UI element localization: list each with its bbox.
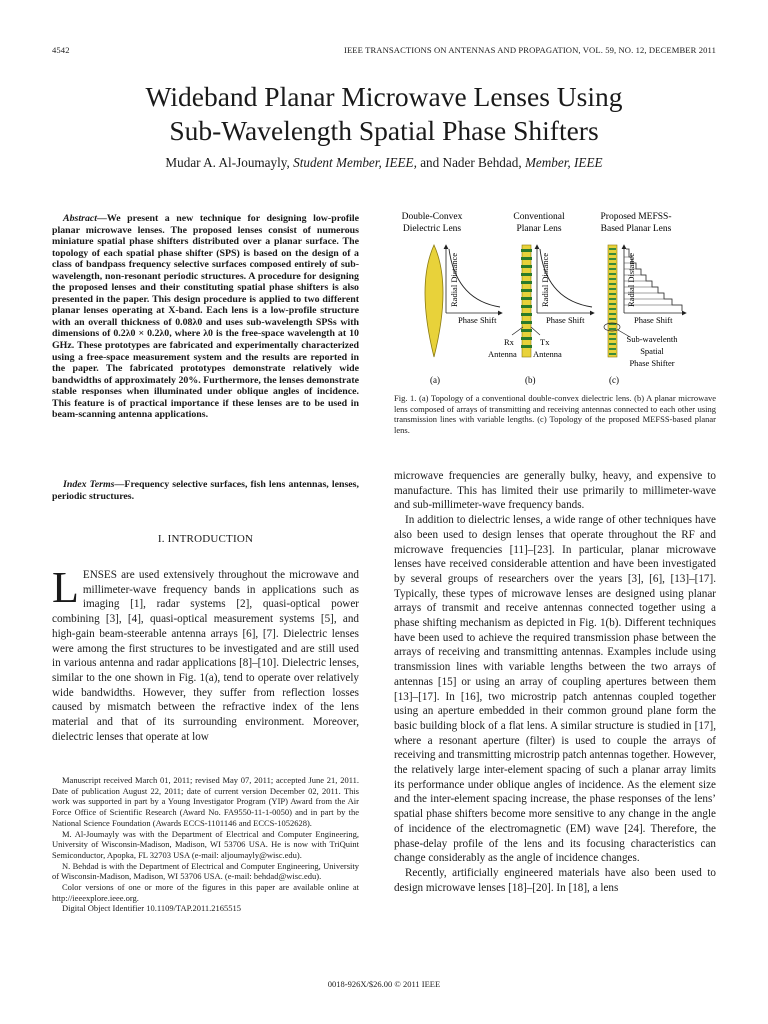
rx-label: Rx	[504, 337, 514, 347]
panel-a-radial-label: Radial Distance	[449, 252, 459, 307]
abstract-label: Abstract—	[63, 213, 107, 224]
copyright-footer: 0018-926X/$26.00 © 2011 IEEE	[327, 979, 441, 989]
mefss-lens-strip	[608, 245, 617, 357]
panel-b-title-1: Conventional	[513, 212, 565, 222]
authors	[40, 155, 728, 171]
author-1: Mudar A. Al-Joumayly,	[165, 155, 290, 170]
footnote-author-1: M. Al-Joumayly was with the Department of Electrical and Computer Engineering, University of Wisconsin-Madison, Madison, WI 53706 USA. He is now with TriQuint Semiconductor, Apopka, FL 32703 USA (e-mail: aljoumayly@wisc.edu).	[52, 828, 359, 860]
index-terms	[52, 479, 359, 502]
journal-header: IEEE TRANSACTIONS ON ANTENNAS AND PROPAGATION, VOL. 59, NO. 12, DECEMBER 2011	[344, 45, 716, 55]
panel-a-title-2: Dielectric Lens	[402, 224, 462, 234]
dielectric-lens-shape	[425, 245, 443, 357]
panel-b-title-2: Planar Lens	[516, 224, 562, 234]
author-1-role: Student Member, IEEE,	[293, 155, 417, 170]
index-terms-label: Index Terms—	[63, 479, 125, 490]
panel-a-phase-label: Phase Shift	[458, 315, 497, 325]
figure-caption: Fig. 1. (a) Topology of a conventional double-convex dielectric lens. (b) A planar microwave lens composed of arrays of transmitting and receiving antennas connected to each other using transmission lines with variable lengths. (c) Topology of the proposed MEFSS-based planar lens.	[394, 393, 716, 436]
tx-pointer	[531, 327, 540, 335]
right-paragraph-3: Recently, artificially engineered materials have also been used to design microwave lenses [18]–[20]. In [18], a lens	[394, 866, 716, 894]
tx-label: Tx	[540, 337, 550, 347]
intro-paragraph-1-text: ENSES are used extensively throughout the microwave and millimeter-wave frequency bands in applications such as imaging [1], radar systems [2], quasi-optical power combining [3], [4], quasi-optical measurement systems [5], and high-gain beam-steerable antenna arrays [6], [7]. Dielectric lenses were among the first structures to be investigated and are still used in various antenna and radar applications [8]–[10]. Dielectric lenses, similar to the one shown in Fig. 1(a), tend to operate over relatively wide bandwidths. However, they suffer from reflection losses caused by mismatch between the refractive index of the lens material and that of its surrounding environment. Moreover, dielectric lenses that operate at low	[52, 569, 359, 743]
sps-label-3: Phase Shifter	[629, 358, 675, 368]
panel-c-label: (c)	[609, 375, 619, 385]
footnote-color: Color versions of one or more of the figures in this paper are available online at http://ieeexplore.ieee.org.	[52, 882, 359, 903]
authors-and: and	[420, 155, 440, 170]
sps-label-2: Spatial	[640, 346, 664, 356]
panel-b-radial-label: Radial Distance	[540, 252, 550, 307]
title-line-1: Wideband Planar Microwave Lenses Using	[145, 81, 623, 112]
sps-label-1: Sub-wavelenth	[626, 334, 678, 344]
panel-b-label: (b)	[525, 375, 536, 385]
footnote-doi: Digital Object Identifier 10.1109/TAP.2011.2165515	[62, 903, 242, 914]
panel-c-phase-label: Phase Shift	[634, 315, 673, 325]
footnote-manuscript: Manuscript received March 01, 2011; revised May 07, 2011; accepted June 21, 2011. Date of publication August 22, 2011; date of current version December 02, 2011. This work was supported in part by a Young Investigator Program (YIP) Award from the Air Force Office of Scientific Research (Award No. FA9550-11-1-0050) and in part by the National Science Foundation (Awards ECCS-1101146 and ECCS-1052628).	[52, 775, 359, 828]
right-paragraph-1: microwave frequencies are generally bulky, heavy, and expensive to manufacture. This has limited their use primarily to millimeter-wave and sub-millimeter-wave frequency bands.	[394, 470, 716, 512]
right-paragraph-2: In addition to dielectric lenses, a wide range of other techniques have also been used to design lenses that operate throughout the RF and microwave frequencies [11]–[23]. In particular, planar microwave lenses have received considerable attention and have been investigated by several groups of researchers over the years [3], [6], [13]–[17]. Typically, these types of microwave lenses are designed using planar arrays of transmit and receive antennas connected together using a phase shifting mechanism as depicted in Fig. 1(b). Different techniques have been used to achieve the required transmission phase between the arrays of receiving and transmitting antennas. Examples include using transmission lines with variable lengths between the two arrays of antennas [15] or using an array of coupling apertures between them [13]–[17]. In [16], two microstrip patch antennas coupled together using an aperture embedded in their common ground plane form the basic building block of a flat lens. A similar structure is studied in [17], where a resonant aperture (filter) is used to couple the arrays of receiving and transmitting microstrip patch antennas together. However, the relatively large inter-element spacing of such a planar array limits its performance under oblique angles of incidence. As the element size and the inter-element spacing increase, the phase responses of the lens’ spatial phase shifters become more sensitive to any change in the angle of incidence of the electromagnetic (EM) wave [24]. Therefore, the phase-delay profile of the lens and its focusing characteristics can change considerably as the angle of incidence changes.	[394, 514, 716, 865]
drop-cap: L	[52, 563, 79, 612]
figure-1	[394, 205, 720, 390]
footnote-author-2: N. Behdad is with the Department of Electrical and Computer Engineering, University of Wisconsin-Madison, Madison, WI 53706 USA. (e-mail: behdad@wisc.edu).	[52, 860, 359, 882]
author-2: Nader Behdad,	[442, 155, 522, 170]
abstract	[52, 213, 359, 421]
panel-c-title-2: Based Planar Lens	[600, 224, 672, 234]
intro-left-column	[52, 563, 359, 744]
abstract-text: We present a new technique for designing low-profile planar microwave lenses. The proposed lenses consist of numerous miniature spatial phase shifters distributed over a planar surface. The topology of each spatial phase shifter (SPS) is based on the design of a class of bandpass frequency selective surfaces composed entirely of sub-wavelength, non-resonant periodic structures. A procedure for designing the proposed lenses and their constituting spatial phase shifters is also presented in the paper. This design procedure is applied to two different planar lenses operating at X-band. Each lens is a low-profile structure with an overall thickness of 0.08λ0 and uses sub-wavelength SPSs with dimensions of 0.2λ0 × 0.2λ0, where λ0 is the free-space wavelength at 10 GHz. These prototypes are fabricated and experimentally characterized using a free-space measurement system and the results are reported in the paper. The fabricated prototypes demonstrate relatively wide bandwidths of approximately 20%. Furthermore, the lenses demonstrate stable responses when illuminated under oblique angles of incidence. This feature is of practical importance if these lenses are to be used in beam-scanning antenna applications.	[52, 213, 359, 421]
panel-c-title-1: Proposed MEFSS-	[600, 212, 672, 222]
panel-c-radial-label: Radial Distance	[626, 252, 636, 307]
planar-lens-strip	[522, 245, 531, 357]
section-heading: I. INTRODUCTION	[157, 533, 254, 545]
panel-b-phase-label: Phase Shift	[546, 315, 585, 325]
title-line-2: Sub-Wavelength Spatial Phase Shifters	[169, 115, 599, 146]
page-number: 4542	[52, 45, 70, 55]
footnote	[52, 775, 359, 914]
panel-a-title-1: Double-Convex	[401, 212, 463, 222]
paper-title	[40, 80, 728, 148]
author-2-role: Member, IEEE	[524, 155, 603, 170]
index-terms-text: Frequency selective surfaces, fish lens antennas, lenses, periodic structures.	[52, 479, 359, 502]
tx-antenna-label: Antenna	[533, 349, 562, 359]
intro-right-column	[394, 469, 716, 895]
panel-a-label: (a)	[430, 375, 440, 385]
intro-paragraph-1	[52, 563, 359, 744]
rx-antenna-label: Antenna	[488, 349, 517, 359]
